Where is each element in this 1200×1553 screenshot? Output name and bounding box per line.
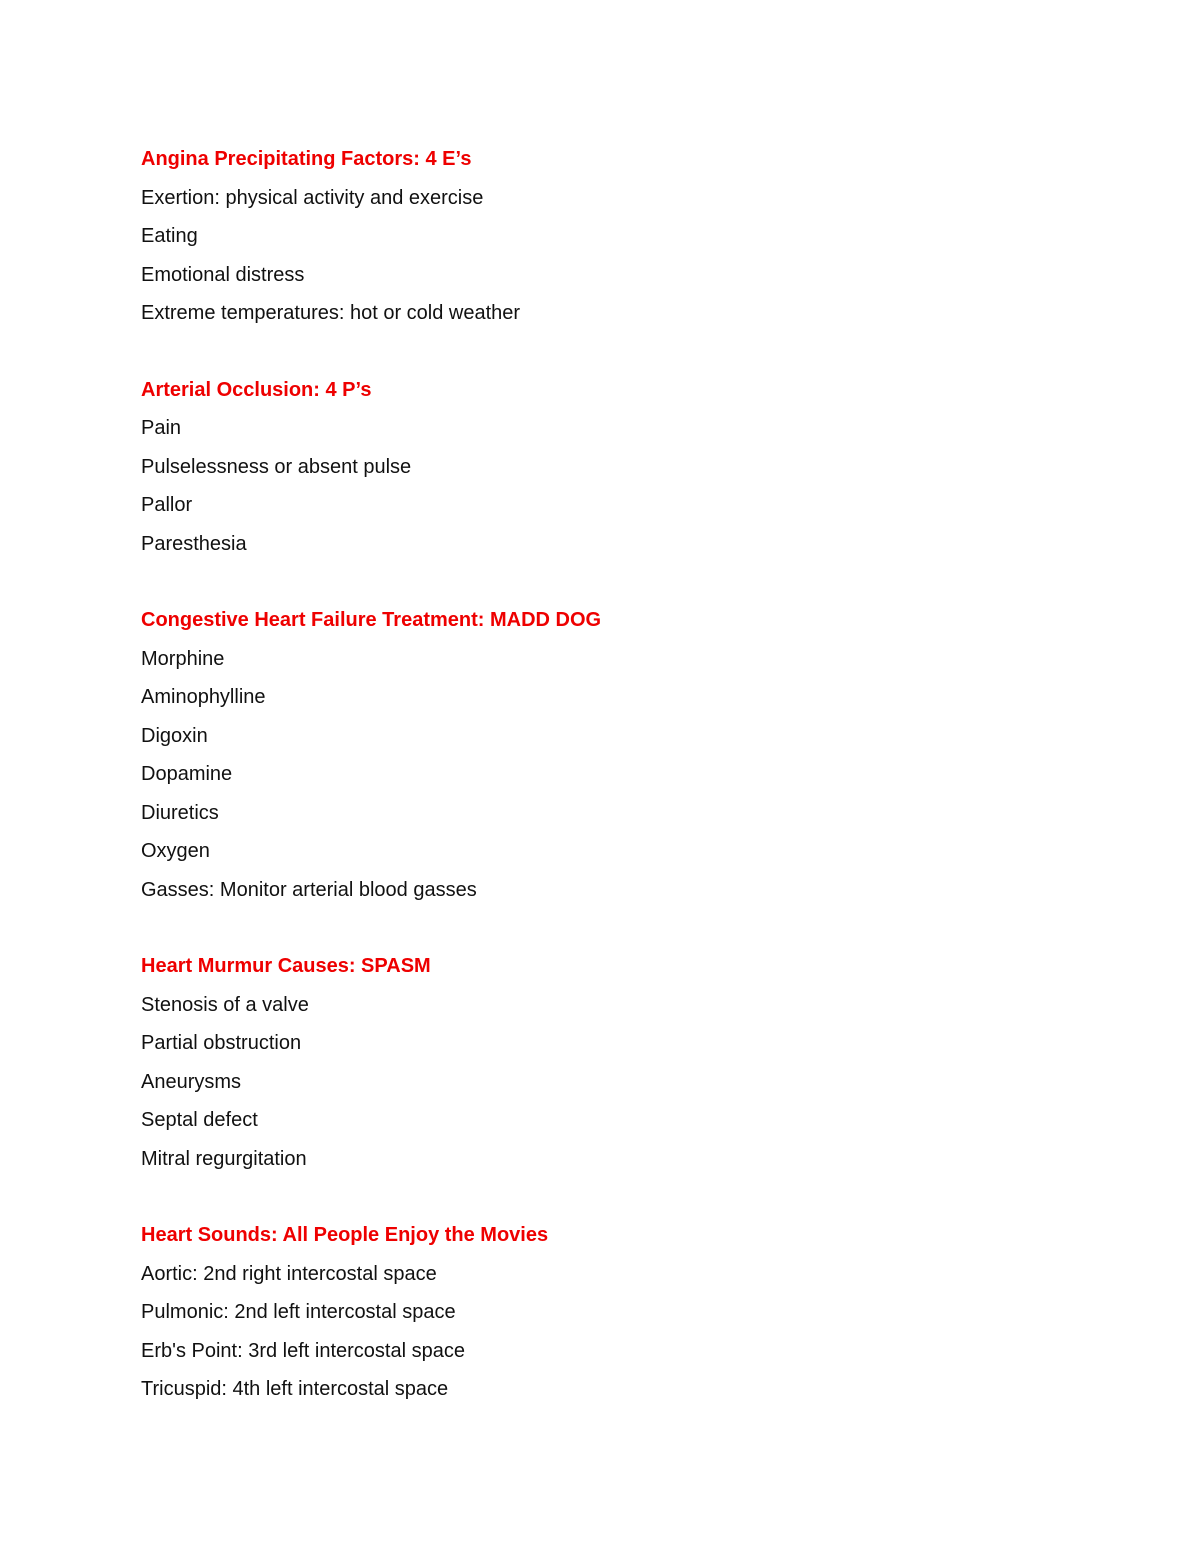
section-heart-murmur [141,947,1121,1178]
list-item: Dopamine [141,763,233,785]
list-item: Aortic: 2nd right intercostal space [141,1262,437,1285]
section-heading: Congestive Heart Failure Treatment: MADD DOG [141,609,602,631]
list-item: Eating [141,225,198,247]
list-item: Gasses: Monitor arterial blood gasses [141,878,477,901]
list-item: Extreme temperatures: hot or cold weather [141,302,521,324]
section-heading: Heart Murmur Causes: SPASM [141,955,431,977]
section-heading: Arterial Occlusion: 4 P’s [141,378,372,401]
section-heading: Angina Precipitating Factors: 4 E’s [141,148,472,170]
list-item: Morphine [141,647,225,670]
section-angina [141,140,1121,333]
list-item: Paresthesia [141,532,247,555]
list-item: Erb's Point: 3rd left intercostal space [141,1339,465,1362]
list-item: Stenosis of a valve [141,993,309,1016]
list-item: Pallor [141,494,193,516]
list-item: Partial obstruction [141,1032,302,1054]
list-item: Mitral regurgitation [141,1147,307,1170]
list-item: Digoxin [141,724,208,747]
list-item: Pulselessness or absent pulse [141,455,412,478]
list-item: Emotional distress [141,263,305,286]
section-chf-treatment [141,601,1121,909]
document-body [141,140,1121,1447]
list-item: Aminophylline [141,686,266,708]
list-item: Tricuspid: 4th left intercostal space [141,1378,449,1400]
list-item: Oxygen [141,840,210,862]
list-item: Septal defect [141,1109,258,1131]
list-item: Pulmonic: 2nd left intercostal space [141,1301,456,1323]
section-arterial-occlusion [141,371,1121,564]
list-item: Diuretics [141,801,219,824]
list-item: Exertion: physical activity and exercise [141,186,484,209]
list-item: Pain [141,417,182,439]
section-heading: Heart Sounds: All People Enjoy the Movies [141,1224,549,1246]
section-heart-sounds [141,1216,1121,1409]
list-item: Aneurysms [141,1070,242,1093]
